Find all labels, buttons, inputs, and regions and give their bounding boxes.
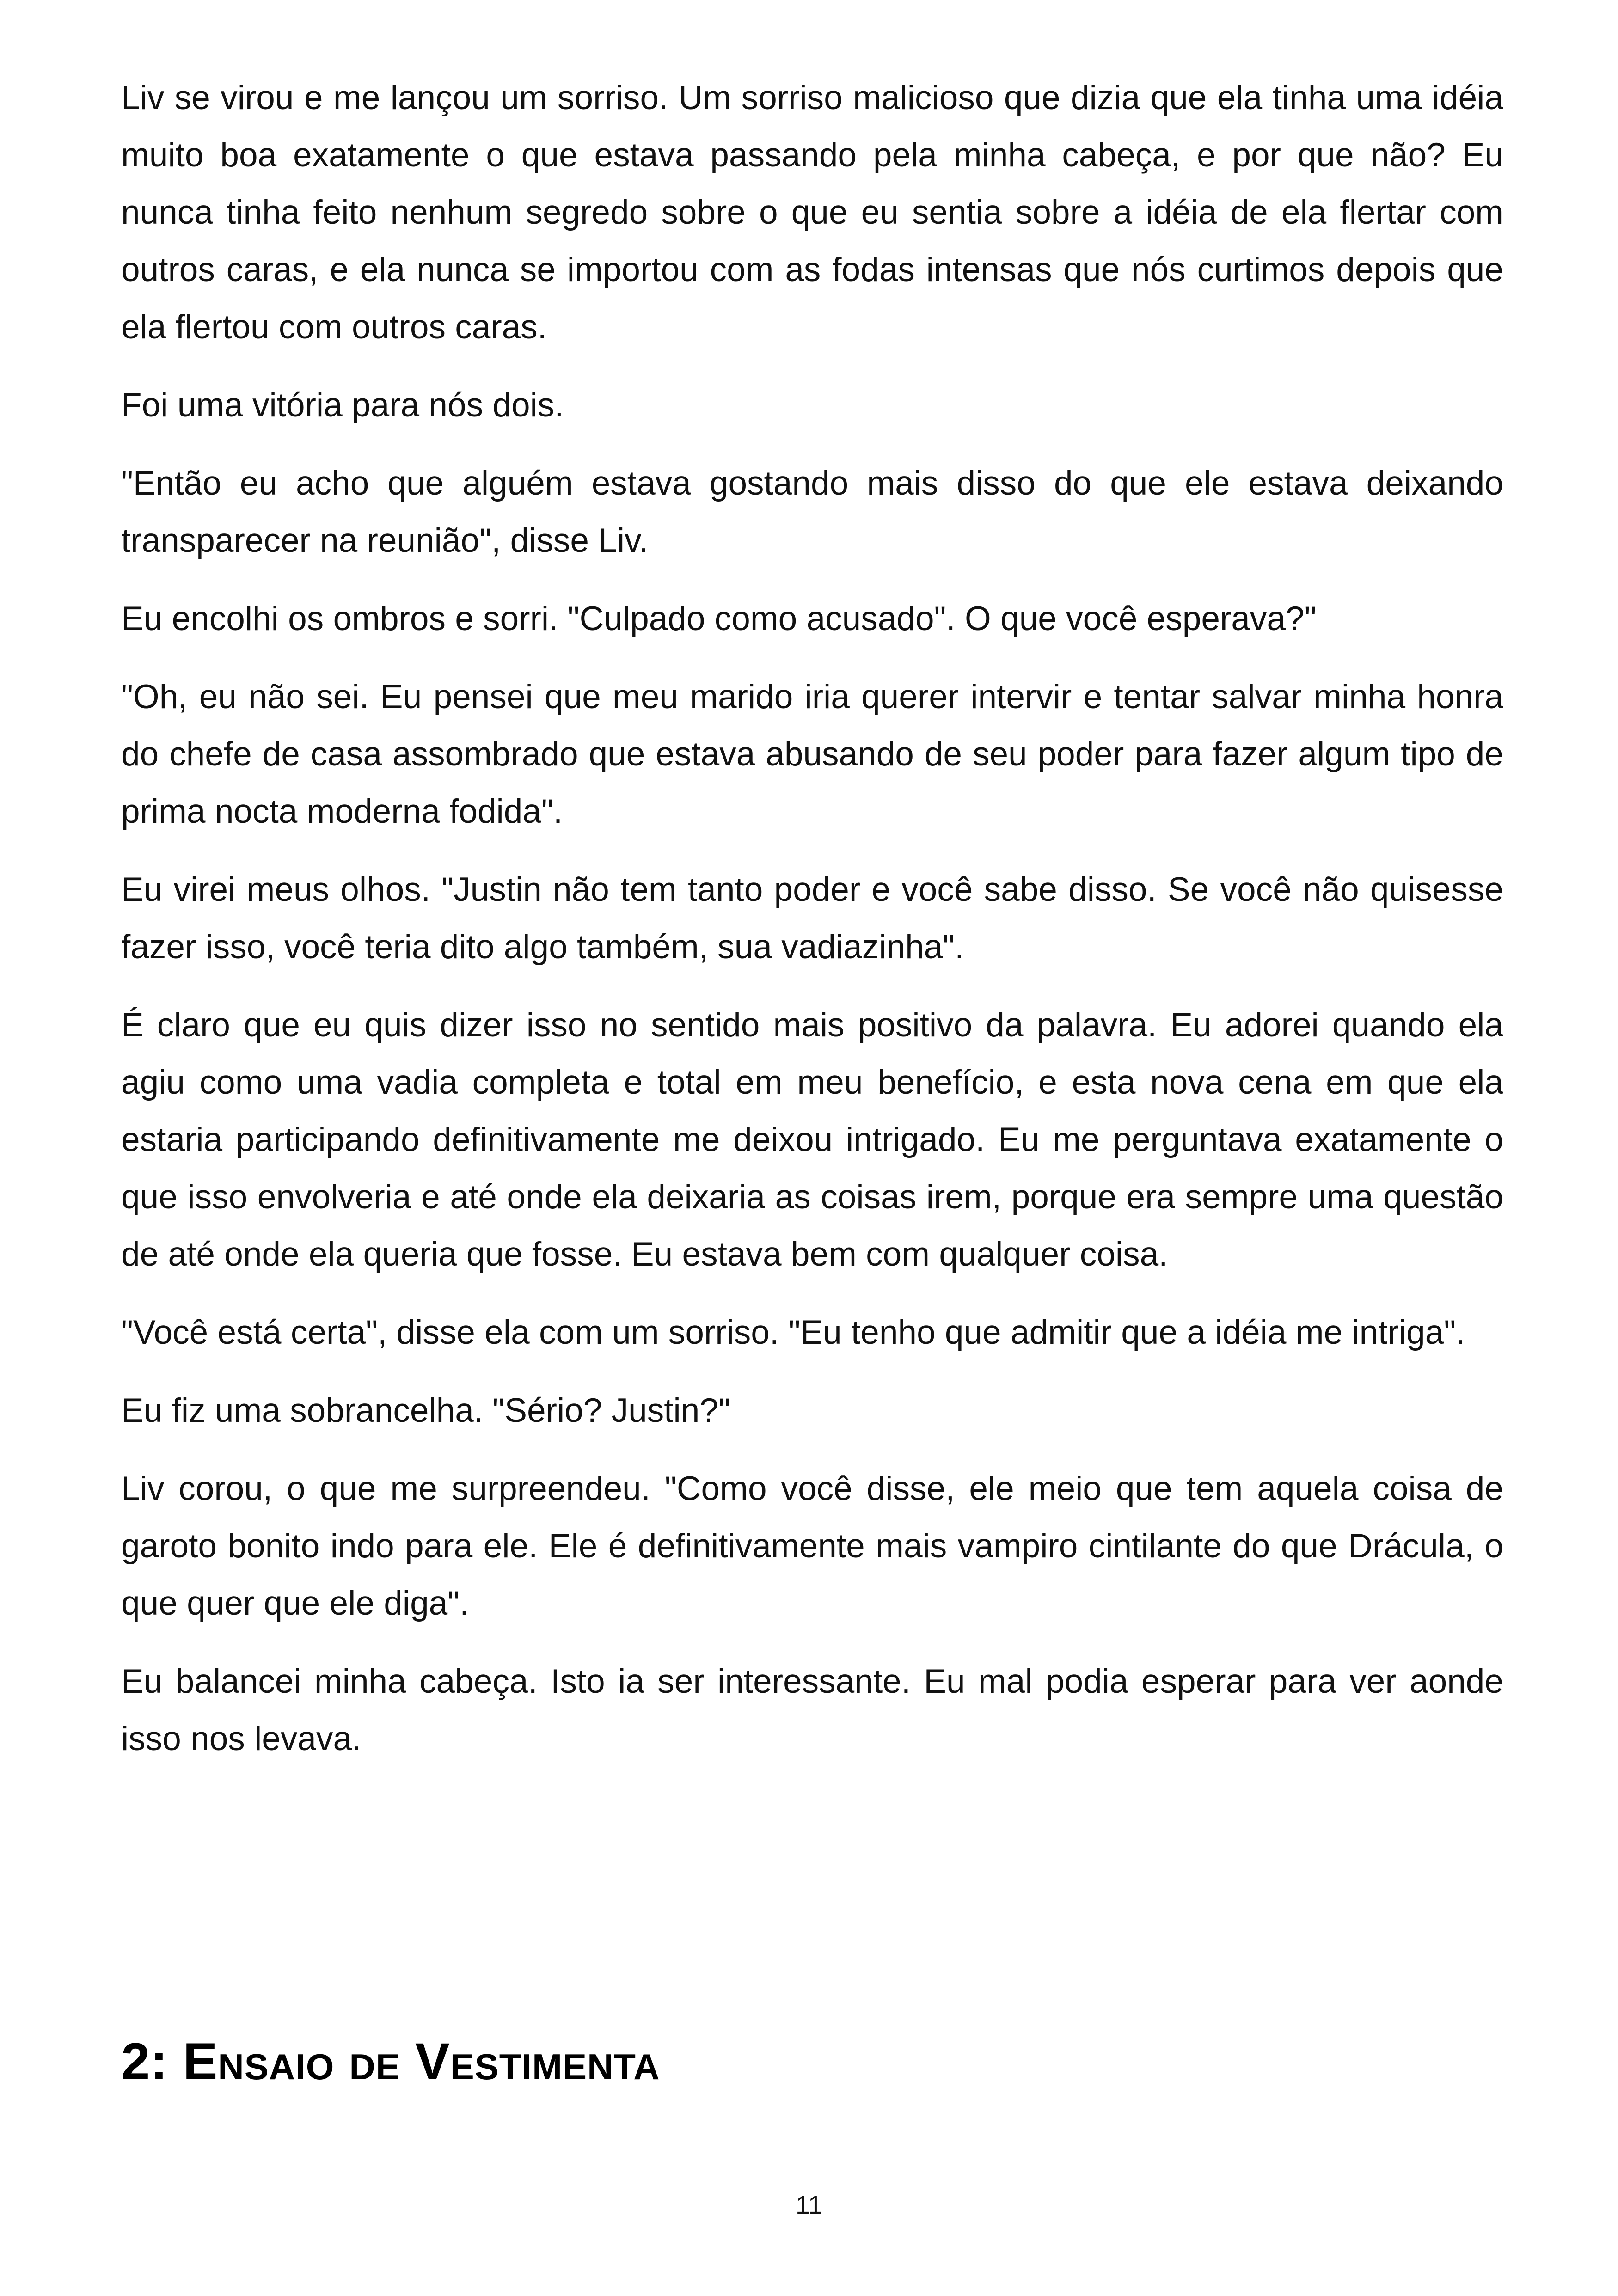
paragraph-7: É claro que eu quis dizer isso no sentido mais positivo da palavra. Eu adorei quando ela agiu como uma vadia completa e total em meu benefício, e esta nova cena em que ela estaria participando definitivamente me deixou intrigado. Eu me perguntava exatamente o que isso envolveria e até onde ela deixaria as coisas irem, porque era sempre uma questão de até onde ela queria que fosse. Eu estava bem com qualquer coisa.: [121, 1006, 1503, 1273]
paragraph-6: Eu virei meus olhos. "Justin não tem tanto poder e você sabe disso. Se você não quisesse fazer isso, você teria dito algo também, sua vadiazinha".: [121, 871, 1503, 966]
paragraph-5: "Oh, eu não sei. Eu pensei que meu marido iria querer intervir e tentar salvar minha honra do chefe de casa assombrado que estava abusando de seu poder para fazer algum tipo de prima nocta moderna fodida".: [121, 678, 1503, 830]
paragraph-10: Liv corou, o que me surpreendeu. "Como você disse, ele meio que tem aquela coisa de garoto bonito indo para ele. Ele é definitivamente mais vampiro cintilante do que Drácula, o que quer que ele diga".: [121, 1470, 1503, 1622]
chapter-heading: 2: Ensaio de Vestimenta: [121, 2033, 660, 2090]
paragraph-8: "Você está certa", disse ela com um sorriso. "Eu tenho que admitir que a idéia me intriga".: [121, 1314, 1465, 1351]
paragraph-2: Foi uma vitória para nós dois.: [121, 386, 564, 424]
paragraph-9: Eu fiz uma sobrancelha. "Sério? Justin?": [121, 1392, 730, 1429]
paragraph-11: Eu balancei minha cabeça. Isto ia ser interessante. Eu mal podia esperar para ver aonde isso nos levava.: [121, 1663, 1503, 1757]
paragraph-1: Liv se virou e me lançou um sorriso. Um sorriso malicioso que dizia que ela tinha uma idéia muito boa exatamente o que estava passando pela minha cabeça, e por que não? Eu nunca tinha feito nenhum segredo sobre o que eu sentia sobre a idéia de ela flertar com outros caras, e ela nunca se importou com as fodas intensas que nós curtimos depois que ela flertou com outros caras.: [121, 79, 1503, 346]
paragraph-3: "Então eu acho que alguém estava gostando mais disso do que ele estava deixando transparecer na reunião", disse Liv.: [121, 465, 1503, 559]
paragraph-4: Eu encolhi os ombros e sorri. "Culpado como acusado". O que você esperava?": [121, 600, 1317, 637]
document-body: [121, 69, 1503, 1788]
page-number: 11: [795, 2190, 823, 2219]
